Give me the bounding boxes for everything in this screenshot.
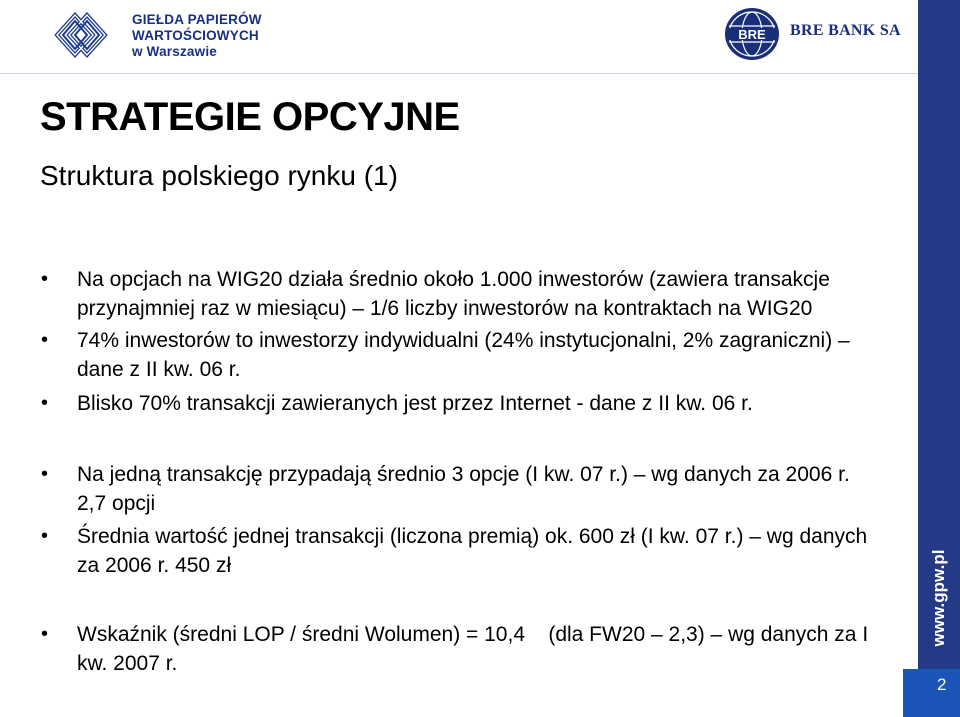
bre-globe-icon: [722, 6, 782, 62]
bre-logo-text: BRE: [738, 27, 766, 42]
bullet-item: [77, 326, 907, 384]
bank-name: BRE BANK SA: [790, 22, 901, 39]
page-number-box: [903, 669, 960, 717]
gpw-logo-line-2: WARTOŚCIOWYCH: [132, 28, 259, 43]
bullet-line: • Blisko 70% transakcji zawieranych jest przez Internet - dane z II kw. 06 r.: [77, 392, 753, 415]
bullet-line: • Średnia wartość jednej transakcji (liczona premią) ok. 600 zł (I kw. 07 r.) – wg danych: [77, 525, 868, 548]
bullet-line: przynajmniej raz w miesiącu) – 1/6 liczby inwestorów na kontraktach na WIG20: [77, 297, 813, 320]
bullet-item: [77, 522, 907, 580]
gpw-logo-line-3: w Warszawie: [132, 44, 217, 59]
header-divider: [0, 73, 918, 74]
gpw-logo-text: [132, 12, 262, 60]
slide-subtitle: Struktura polskiego rynku (1): [40, 160, 398, 191]
slide-title: STRATEGIE OPCYJNE: [40, 95, 460, 139]
bullet-line: • Na jedną transakcję przypadają średnio 3 opcje (I kw. 07 r.) – wg danych za 2006 r.: [77, 463, 850, 486]
website-url: www.gpw.pl: [929, 549, 948, 647]
bullet-line: • Na opcjach na WIG20 działa średnio około 1.000 inwestorów (zawiera transakcje: [77, 268, 830, 291]
bullet-line: za 2006 r. 450 zł: [77, 554, 232, 577]
bullet-line: 2,7 opcji: [77, 492, 156, 515]
bullet-item: [77, 460, 907, 518]
gpw-emblem-icon: [47, 5, 127, 65]
bullet-line: dane z II kw. 06 r.: [77, 358, 241, 381]
bre-bank-logo: [722, 6, 782, 62]
page-number: 2: [937, 675, 947, 694]
bullet-line: • Wskaźnik (średni LOP / średni Wolumen) = 10,4 (dla FW20 – 2,3) – wg danych za I: [77, 623, 869, 646]
bullet-item: [77, 265, 907, 323]
bullet-line: kw. 2007 r.: [77, 652, 178, 675]
bullet-item: [77, 389, 907, 418]
bullet-line: • 74% inwestorów to inwestorzy indywidualni (24% instytucjonalni, 2% zagraniczni) –: [77, 329, 850, 352]
gpw-logo-line-1: GIEŁDA PAPIERÓW: [132, 12, 262, 27]
bullet-item: [77, 620, 907, 678]
